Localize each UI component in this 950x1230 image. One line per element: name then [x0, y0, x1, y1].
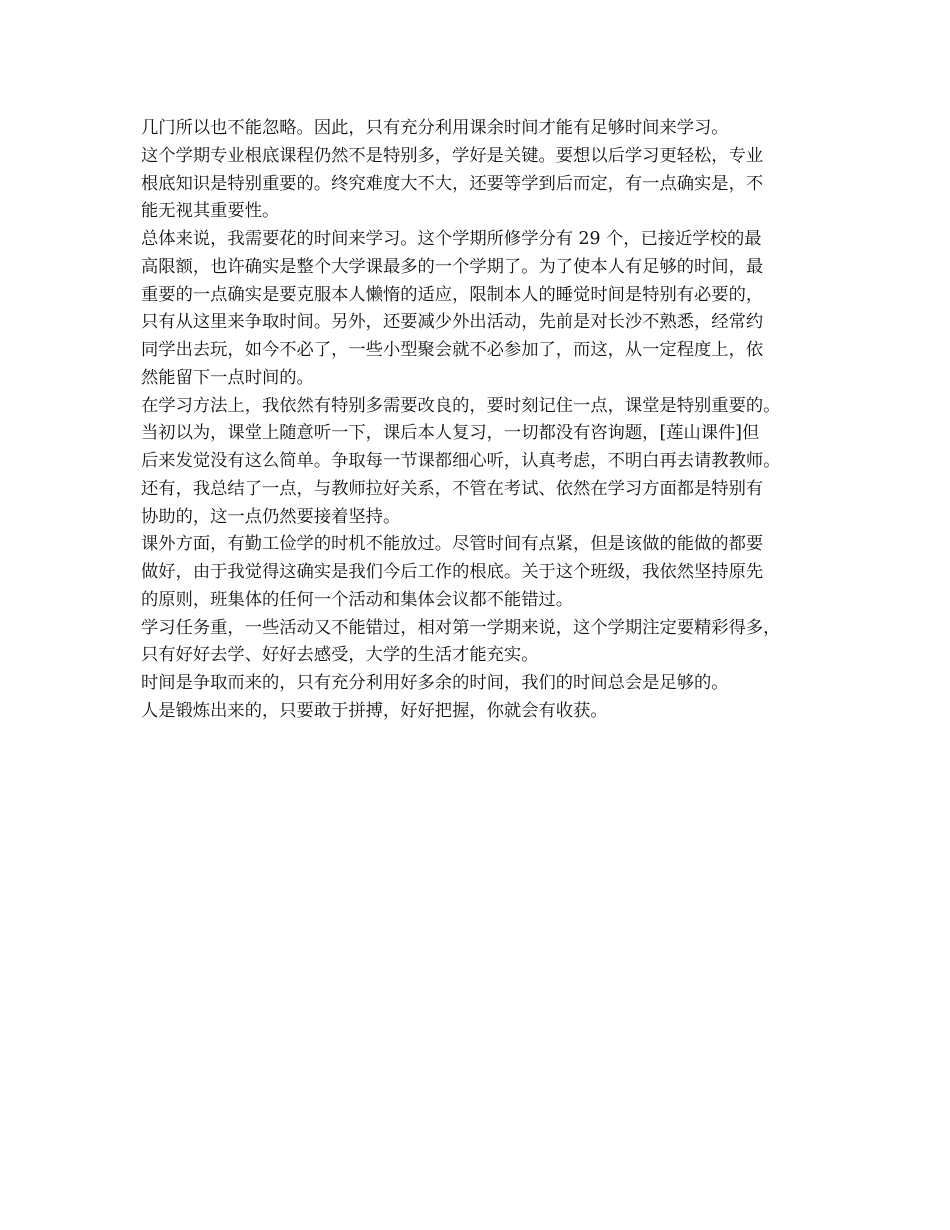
text-line: 同学出去玩，如今不必了，一些小型聚会就不必参加了，而这，从一定程度上，依 — [141, 340, 764, 360]
text-line: 能无视其重要性。 — [141, 201, 280, 222]
text-line: 人是锻炼出来的，只要敢于拼搏，好好把握，你就会有收获。 — [141, 700, 608, 721]
text-line: 课外方面，有勤工俭学的时机不能放过。尽管时间有点紧，但是该做的能做的都要 — [141, 534, 764, 555]
text-line: 学习任务重，一些活动又不能错过，相对第一学期来说，这个学期注定要精彩得多， — [141, 617, 781, 638]
text-line: 然能留下一点时间的。 — [141, 367, 314, 388]
text-line: 总体来说，我需要花的时间来学习。这个学期所修学分有 29 个，已接近学校的最 — [141, 229, 762, 249]
text-line: 还有，我总结了一点，与教师拉好关系，不管在考试、依然在学习方面都是特别有 — [141, 478, 764, 499]
text-line: 这个学期专业根底课程仍然不是特别多，学好是关键。要想以后学习更轻松，专业 — [141, 145, 764, 166]
text-line: 的原则，班集体的任何一个活动和集体会议都不能错过。 — [141, 589, 574, 610]
document-body — [141, 115, 831, 726]
text-line: 只有好好去学、好好去感受，大学的生活才能充实。 — [141, 645, 539, 666]
text-line: 高限额，也许确实是整个大学课最多的一个学期了。为了使本人有足够的时间，最 — [141, 256, 764, 277]
text-line: 根底知识是特别重要的。终究难度大不大，还要等学到后而定，有一点确实是，不 — [141, 173, 764, 194]
text-line: 协助的，这一点仍然要接着坚持。 — [141, 506, 401, 527]
text-line: 当初以为，课堂上随意听一下，课后本人复习，一切都没有咨询题，[莲山课件]但 — [141, 423, 760, 444]
text-line: 在学习方法上，我依然有特别多需要改良的，要时刻记住一点，课堂是特别重要的。 — [141, 395, 781, 416]
text-line: 做好，由于我觉得这确实是我们今后工作的根底。关于这个班级，我依然坚持原先 — [141, 562, 764, 582]
text-line: 重要的一点确实是要克服本人懒惰的适应，限制本人的睡觉时间是特别有必要的， — [141, 284, 764, 305]
text-line: 时间是争取而来的，只有充分利用好多余的时间，我们的时间总会是足够的。 — [141, 673, 729, 693]
text-line: 几门所以也不能忽略。因此，只有充分利用课余时间才能有足够时间来学习。 — [141, 118, 729, 138]
text-line: 后来发觉没有这么简单。争取每一节课都细心听，认真考虑，不明白再去请教教师。 — [141, 451, 781, 471]
text-line: 只有从这里来争取时间。另外，还要减少外出活动，先前是对长沙不熟悉，经常约 — [141, 312, 764, 333]
